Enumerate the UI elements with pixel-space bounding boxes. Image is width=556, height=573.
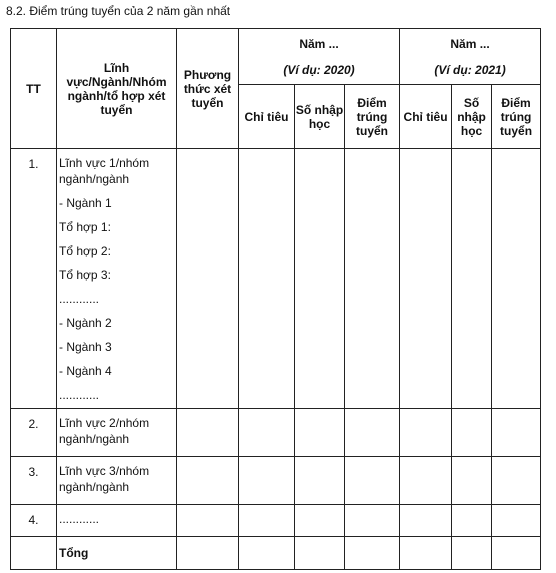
empty-cell bbox=[239, 505, 295, 537]
admission-score-table bbox=[10, 28, 541, 570]
empty-cell bbox=[177, 149, 239, 409]
row-number: 2. bbox=[11, 409, 57, 457]
header-tt: TT bbox=[11, 29, 57, 149]
row-field-cell bbox=[57, 457, 177, 505]
empty-cell bbox=[492, 409, 541, 457]
header-quota-y1: Chỉ tiêu bbox=[239, 85, 295, 149]
row-line: Tổ hợp 3: bbox=[59, 268, 111, 282]
row-line: ............ bbox=[59, 292, 100, 306]
total-row bbox=[11, 537, 541, 570]
header-year-2 bbox=[400, 29, 541, 85]
empty-cell bbox=[492, 505, 541, 537]
empty-cell bbox=[295, 537, 345, 570]
empty-cell bbox=[452, 409, 492, 457]
empty-cell bbox=[345, 409, 400, 457]
empty-cell bbox=[400, 505, 452, 537]
row-number: 1. bbox=[11, 149, 57, 409]
row-number: 4. bbox=[11, 505, 57, 537]
empty-cell bbox=[492, 537, 541, 570]
empty-cell bbox=[345, 505, 400, 537]
row-line: - Ngành 1 bbox=[59, 196, 112, 210]
header-field: Lĩnh vực/Ngành/Nhóm ngành/tổ hợp xét tuyển bbox=[57, 29, 177, 149]
empty-cell bbox=[400, 457, 452, 505]
empty-cell bbox=[177, 505, 239, 537]
row-line: Lĩnh vực 1/nhóm ngành/ngành bbox=[59, 156, 150, 186]
header-quota-y2: Chỉ tiêu bbox=[400, 85, 452, 149]
row-line: - Ngành 2 bbox=[59, 316, 112, 330]
empty-cell bbox=[239, 537, 295, 570]
empty-cell bbox=[239, 409, 295, 457]
header-enrolled-y1: Số nhập học bbox=[295, 85, 345, 149]
row-line: - Ngành 3 bbox=[59, 340, 112, 354]
section-title: 8.2. Điểm trúng tuyển của 2 năm gần nhất bbox=[6, 4, 231, 18]
empty-cell bbox=[452, 537, 492, 570]
header-method: Phương thức xét tuyển bbox=[177, 29, 239, 149]
row-line: Tổ hợp 1: bbox=[59, 220, 111, 234]
row-field-cell bbox=[57, 505, 177, 537]
row-field-cell bbox=[57, 149, 177, 409]
empty-cell bbox=[452, 505, 492, 537]
empty-cell bbox=[452, 457, 492, 505]
year-1-example: (Ví dụ: 2020) bbox=[283, 63, 355, 77]
table-row bbox=[11, 149, 541, 409]
empty-cell bbox=[295, 409, 345, 457]
empty-cell bbox=[177, 457, 239, 505]
header-year-1 bbox=[239, 29, 400, 85]
empty-cell bbox=[452, 149, 492, 409]
empty-cell bbox=[239, 149, 295, 409]
empty-cell bbox=[400, 149, 452, 409]
empty-cell bbox=[400, 537, 452, 570]
table-row bbox=[11, 505, 541, 537]
empty-cell bbox=[345, 457, 400, 505]
empty-cell bbox=[295, 457, 345, 505]
empty-cell bbox=[345, 537, 400, 570]
empty-cell bbox=[492, 457, 541, 505]
empty-cell bbox=[177, 537, 239, 570]
total-label: Tổng bbox=[57, 537, 177, 570]
table-row bbox=[11, 457, 541, 505]
empty-cell bbox=[492, 149, 541, 409]
empty-cell bbox=[239, 457, 295, 505]
row-line: ............ bbox=[59, 388, 100, 402]
row-line: ............ bbox=[59, 512, 100, 526]
empty-cell bbox=[345, 149, 400, 409]
table-row bbox=[11, 409, 541, 457]
empty-cell bbox=[177, 409, 239, 457]
empty-cell bbox=[295, 149, 345, 409]
row-number: 3. bbox=[11, 457, 57, 505]
header-score-y2: Điểm trúng tuyển bbox=[492, 85, 541, 149]
row-line: Lĩnh vực 3/nhóm ngành/ngành bbox=[59, 464, 150, 494]
row-line: Lĩnh vực 2/nhóm ngành/ngành bbox=[59, 416, 150, 446]
empty-cell bbox=[400, 409, 452, 457]
row-field-cell bbox=[57, 409, 177, 457]
header-score-y1: Điểm trúng tuyển bbox=[345, 85, 400, 149]
row-line: Tổ hợp 2: bbox=[59, 244, 111, 258]
row-line: - Ngành 4 bbox=[59, 364, 112, 378]
empty-cell bbox=[11, 537, 57, 570]
year-2-example: (Ví dụ: 2021) bbox=[434, 63, 506, 77]
empty-cell bbox=[295, 505, 345, 537]
year-2-label: Năm ... bbox=[450, 37, 490, 51]
header-enrolled-y2: Số nhập học bbox=[452, 85, 492, 149]
year-1-label: Năm ... bbox=[299, 37, 339, 51]
